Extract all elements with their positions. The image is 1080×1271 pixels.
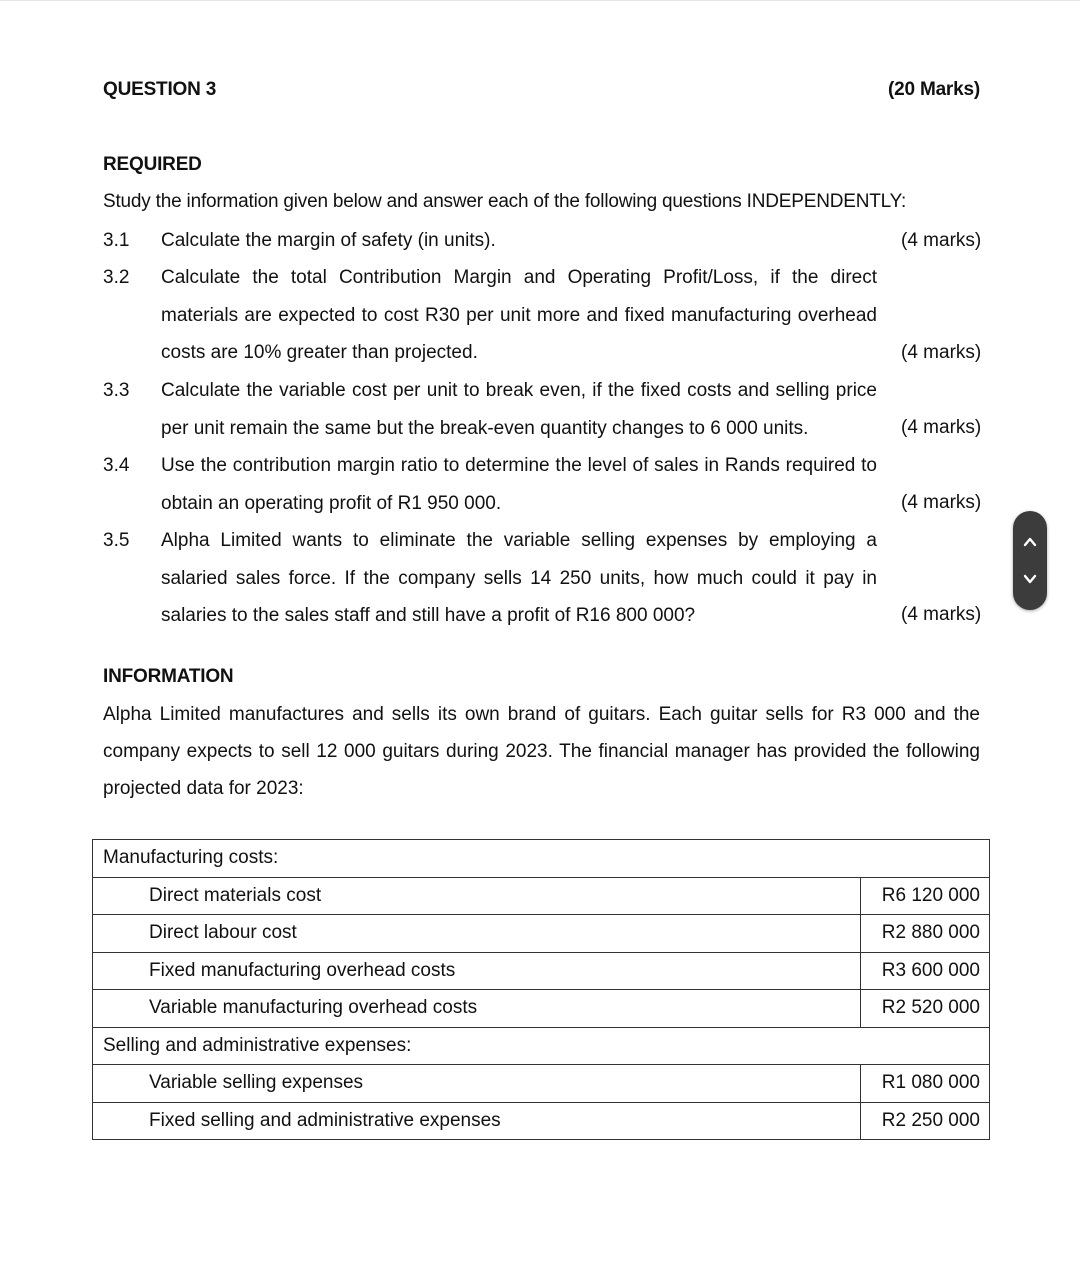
cost-item-amount: R2 520 000 (861, 990, 990, 1028)
previous-page-button[interactable] (1013, 525, 1047, 559)
cost-item-label: Direct labour cost (93, 915, 861, 953)
manufacturing-costs-heading: Manufacturing costs: (93, 840, 990, 878)
question-text: Calculate the margin of safety (in units). (161, 230, 496, 251)
next-page-button[interactable] (1013, 562, 1047, 596)
cost-item-label: Direct materials cost (93, 877, 861, 915)
question-marks: (4 marks) (901, 342, 982, 363)
total-marks: (20 Marks) (888, 79, 980, 100)
question-text: Use the contribution margin ratio to determine the level of sales in Rands required to obtain an operating profit of R1 950 000. (161, 455, 877, 514)
question-number: 3.2 (103, 267, 130, 288)
required-heading: REQUIRED (103, 154, 202, 175)
chevron-down-icon (1023, 572, 1037, 586)
cost-item-amount: R2 880 000 (861, 915, 990, 953)
table-row (93, 915, 990, 953)
table-row (93, 952, 990, 990)
cost-item-label: Variable manufacturing overhead costs (93, 990, 861, 1028)
question-number: 3.5 (103, 530, 130, 551)
question-marks: (4 marks) (901, 492, 982, 513)
cost-item-label: Fixed selling and administrative expenses (93, 1102, 861, 1140)
chevron-up-icon (1023, 535, 1037, 549)
question-number: 3.3 (103, 380, 130, 401)
table-row (93, 840, 990, 878)
cost-item-amount: R1 080 000 (861, 1065, 990, 1103)
information-text: Alpha Limited manufactures and sells its own brand of guitars. Each guitar sells for R3 000 and the company expects to sell 12 000 guitars during 2023. The financial manager has provided the following projected data for 2023: (103, 704, 980, 799)
question-text: Calculate the total Contribution Margin and Operating Profit/Loss, if the direct materials are expected to cost R30 per unit more and fixed manufacturing overhead costs are 10% greater than projected. (161, 267, 877, 363)
question-marks: (4 marks) (901, 417, 982, 438)
cost-item-label: Fixed manufacturing overhead costs (93, 952, 861, 990)
question-text: Alpha Limited wants to eliminate the variable selling expenses by employing a salaried sales force. If the company sells 14 250 units, how much could it pay in salaries to the sales staff and still have a profit of R16 800 000? (161, 530, 877, 626)
table-row (93, 877, 990, 915)
information-heading: INFORMATION (103, 666, 234, 687)
selling-expenses-heading: Selling and administrative expenses: (93, 1027, 990, 1065)
question-number: 3.4 (103, 455, 130, 476)
question-marks: (4 marks) (901, 604, 982, 625)
page-navigation (1013, 511, 1047, 610)
cost-item-label: Variable selling expenses (93, 1065, 861, 1103)
question-marks: (4 marks) (901, 230, 982, 251)
cost-item-amount: R3 600 000 (861, 952, 990, 990)
table-row (93, 990, 990, 1028)
table-row (93, 1102, 990, 1140)
question-text: Calculate the variable cost per unit to break even, if the fixed costs and selling price per unit remain the same but the break-even quantity changes to 6 000 units. (161, 380, 877, 439)
question-number: 3.1 (103, 230, 130, 251)
question-title: QUESTION 3 (103, 79, 217, 100)
cost-item-amount: R6 120 000 (861, 877, 990, 915)
table-row (93, 1027, 990, 1065)
cost-item-amount: R2 250 000 (861, 1102, 990, 1140)
cost-table (92, 839, 990, 1140)
instruction-text: Study the information given below and answer each of the following questions INDEPENDENTLY: (103, 191, 907, 212)
table-row (93, 1065, 990, 1103)
